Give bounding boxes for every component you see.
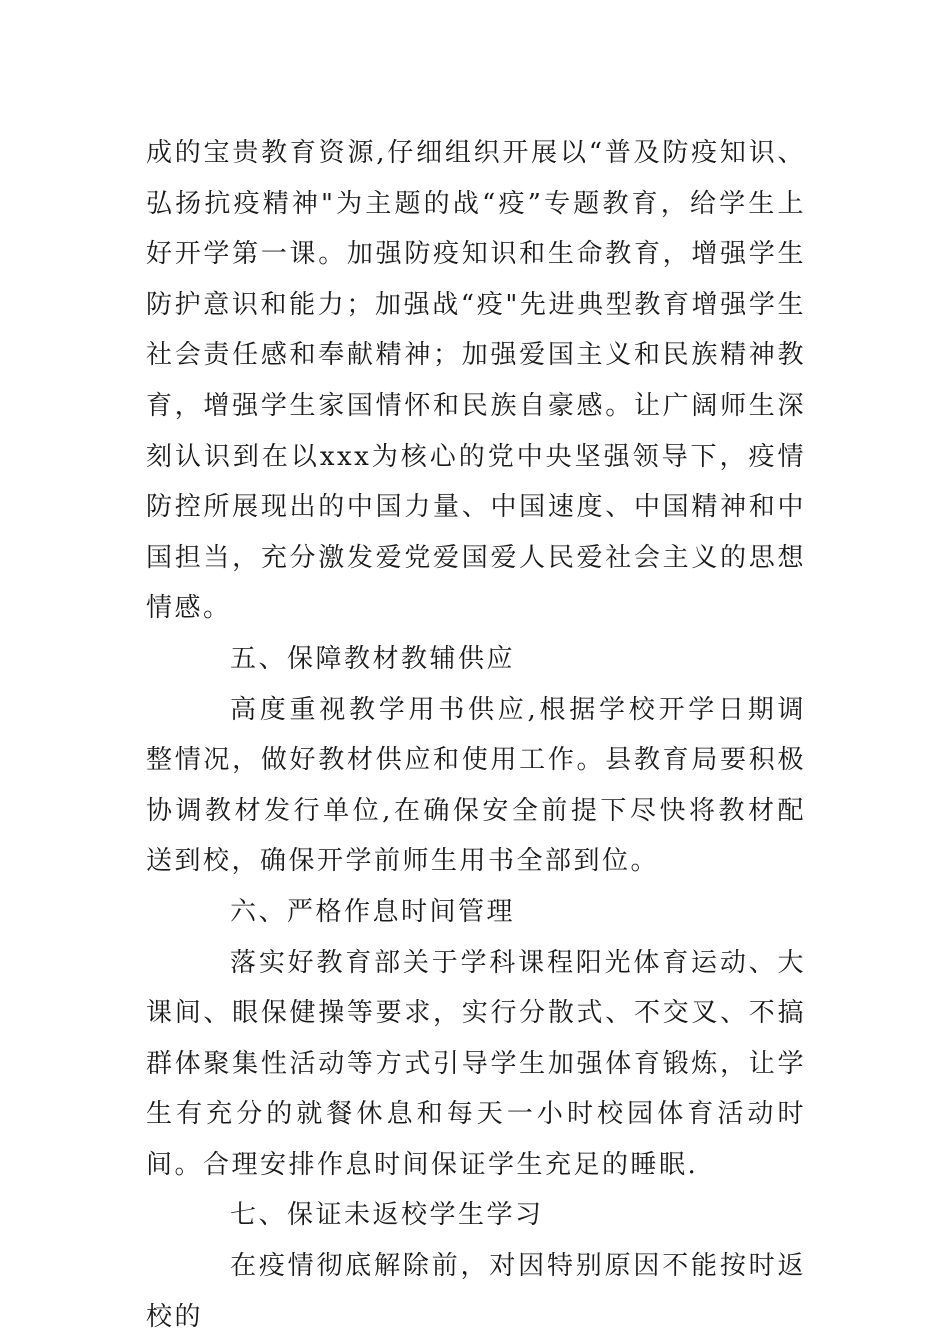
document-body xyxy=(146,128,806,1342)
body-paragraph-continuation: 成的宝贵教育资源,仔细组织开展以“普及防疫知识、弘扬抗疫精神"为主题的战“疫”专题教育，给学生上好开学第一课。加强防疫知识和生命教育，增强学生防护意识和能力；加强战“疫"先进典型教育增强学生社会责任感和奉献精神；加强爱国主义和民族精神教育，增强学生家国情怀和民族自豪感。让广阔师生深刻认识到在以xxx为核心的党中央坚强领导下，疫情防控所展现出的中国力量、中国速度、中国精神和中国担当，充分激发爱党爱国爱人民爱社会主义的思想情感。 xyxy=(146,138,806,624)
body-paragraph-schedule: 落实好教育部关于学科课程阳光体育运动、大课间、眼保健操等要求，实行分散式、不交叉、不搞群体聚集性活动等方式引导学生加强体育锻炼，让学生有充分的就餐休息和每天一小时校园体育活动时间。合理安排作息时间保证学生充足的睡眠. xyxy=(146,947,806,1180)
section-heading-7: 七、保证未返校学生学习 xyxy=(230,1200,544,1231)
body-paragraph-textbooks: 高度重视教学用书供应,根据学校开学日期调整情况，做好教材供应和使用工作。县教育局要积极协调教材发行单位,在确保安全前提下尽快将教材配送到校，确保开学前师生用书全部到位。 xyxy=(146,694,806,877)
body-paragraph-remote-study: 在疫情彻底解除前，对因特别原因不能按时返校的 xyxy=(146,1251,806,1332)
section-heading-5: 五、保障教材教辅供应 xyxy=(230,643,516,674)
section-heading-6: 六、严格作息时间管理 xyxy=(230,896,516,927)
